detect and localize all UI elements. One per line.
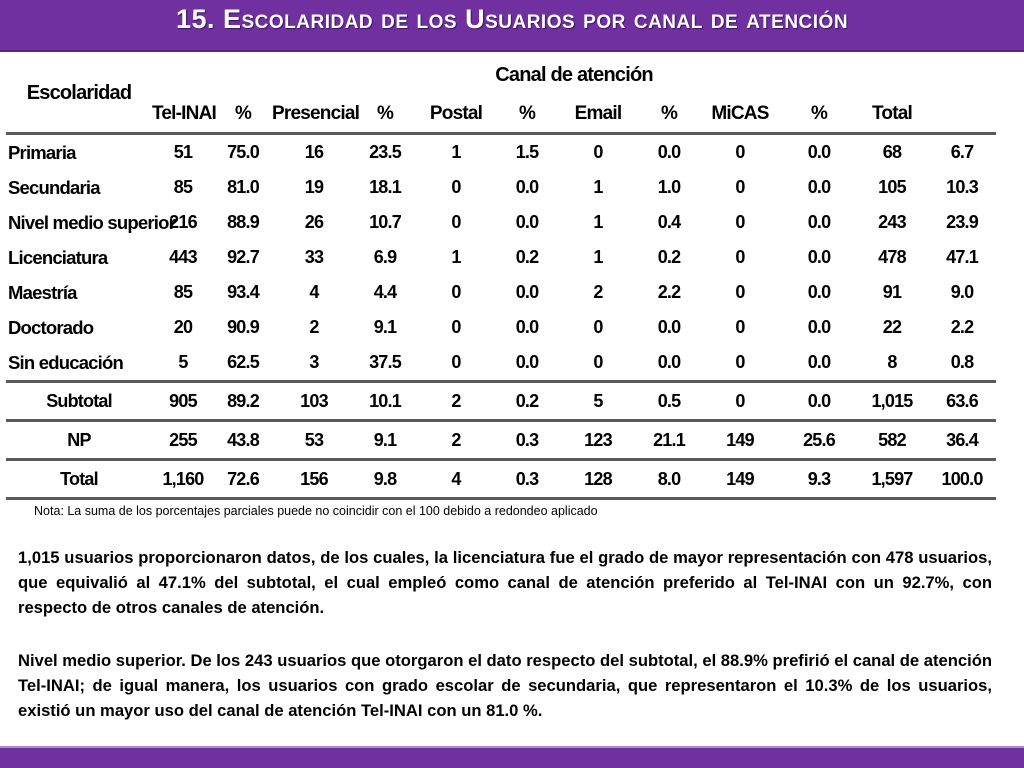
table-cell: 1.0	[657, 177, 681, 197]
table-cell: 0	[735, 212, 745, 232]
table-cell: 216	[169, 212, 197, 232]
table-cell: 62.5	[227, 352, 259, 372]
table-cell: 8	[887, 352, 897, 372]
table-cell: 0	[451, 317, 461, 337]
table-cell: 92.7	[227, 247, 259, 267]
table-cell: 0.4	[657, 212, 681, 232]
table-cell: 0	[735, 142, 745, 162]
summary-paragraph-1: 1,015 usuarios proporcionaron datos, de los cuales, la licenciatura fue el grado de mayor representación con 478 usuarios, que equivalió al 47.1% del subtotal, el cual empleó como canal de atención preferido al Tel-INAI con un 92.7%, con respecto de otros canales de atención.	[18, 548, 992, 617]
col-header: Presencial	[272, 95, 356, 134]
table-cell: 10.3	[946, 177, 978, 197]
table-cell: 0.0	[515, 317, 539, 337]
table-cell: 36.4	[928, 421, 996, 460]
table-cell: 0.0	[515, 352, 539, 372]
row-label: Secundaria	[8, 176, 100, 198]
table-cell: 10.7	[369, 212, 401, 232]
table-cell: 2	[414, 421, 498, 460]
table-cell: 0.0	[807, 282, 831, 302]
canal-header: Canal de atención	[495, 63, 653, 86]
table-cell: 18.1	[369, 177, 401, 197]
table-cell: 2	[414, 382, 498, 421]
table-cell: 0.0	[782, 382, 856, 421]
table-cell: 0.3	[498, 460, 556, 499]
table-cell: 21.1	[640, 421, 698, 460]
table-cell: 1	[451, 142, 461, 162]
table-cell: 6.7	[950, 142, 974, 162]
table-cell: 582	[856, 421, 928, 460]
table-row	[6, 240, 996, 275]
table-cell: 0	[698, 382, 782, 421]
table-cell: 105	[878, 177, 906, 197]
subtotal-row	[6, 382, 996, 421]
table-cell: 149	[698, 421, 782, 460]
page-title: 15. Escolaridad de los Usuarios por canal de atención	[175, 4, 849, 34]
table-cell: 0	[593, 142, 603, 162]
table-cell: 0	[451, 352, 461, 372]
table-cell: 0	[451, 282, 461, 302]
table-cell: 9.1	[356, 421, 414, 460]
table-cell: 103	[272, 382, 356, 421]
table-cell: 93.4	[227, 282, 259, 302]
table-cell: 51	[173, 142, 193, 162]
escolaridad-table	[6, 55, 996, 500]
table-cell: 88.9	[227, 212, 259, 232]
table-cell: 0.3	[498, 421, 556, 460]
table-cell: 243	[878, 212, 906, 232]
table-cell: 0.0	[515, 282, 539, 302]
table-cell: 23.5	[369, 142, 401, 162]
table-cell: 26	[304, 212, 324, 232]
table-cell: 0.0	[807, 142, 831, 162]
table-row	[6, 205, 996, 240]
table-cell: 9.1	[373, 317, 397, 337]
row-label: NP	[6, 421, 152, 460]
row-label: Sin educación	[8, 351, 124, 373]
col-header	[928, 95, 996, 134]
table-cell: 0.2	[515, 247, 539, 267]
table-cell: 478	[878, 247, 906, 267]
table-cell: 37.5	[369, 352, 401, 372]
table-cell: 443	[169, 247, 197, 267]
table-cell: 23.9	[946, 212, 978, 232]
table-cell: 0.2	[657, 247, 681, 267]
table-row	[6, 134, 996, 171]
table-cell: 89.2	[214, 382, 272, 421]
table-cell: 16	[304, 142, 324, 162]
table-cell: 4.4	[373, 282, 397, 302]
table-cell: 10.1	[356, 382, 414, 421]
table-cell: 1	[451, 247, 461, 267]
table-cell: 1.5	[515, 142, 539, 162]
table-cell: 5	[178, 352, 188, 372]
table-cell: 0	[451, 177, 461, 197]
data-table-container	[6, 55, 996, 500]
table-cell: 19	[304, 177, 324, 197]
table-row	[6, 310, 996, 345]
np-row	[6, 421, 996, 460]
table-cell: 2.2	[950, 317, 974, 337]
table-cell: 0.0	[807, 352, 831, 372]
row-label: Licenciatura	[8, 246, 108, 268]
table-cell: 0	[593, 317, 603, 337]
escolaridad-header: Escolaridad	[6, 55, 152, 134]
col-header: %	[356, 95, 414, 134]
table-cell: 1	[593, 247, 603, 267]
table-cell: 2	[593, 282, 603, 302]
table-cell: 4	[309, 282, 319, 302]
table-cell: 149	[698, 460, 782, 499]
table-cell: 0.2	[498, 382, 556, 421]
col-header: Postal	[414, 95, 498, 134]
row-label: Subtotal	[6, 382, 152, 421]
table-cell: 9.8	[356, 460, 414, 499]
summary-paragraph-2: Nivel medio superior. De los 243 usuarios que otorgaron el dato respecto del subtotal, el 88.9% prefirió el canal de atención Tel-INAI; de igual manera, los usuarios con grado escolar de secundaria, que representaron el 10.3% de los usuarios, existió un mayor uso del canal de atención Tel-INAI con un 81.0 %.	[18, 651, 992, 720]
col-header: MiCAS	[698, 95, 782, 134]
table-cell: 0.0	[807, 247, 831, 267]
table-cell: 1,015	[856, 382, 928, 421]
table-cell: 0	[735, 317, 745, 337]
col-header: Tel-INAI	[152, 95, 214, 134]
table-cell: 1,597	[856, 460, 928, 499]
table-row	[6, 345, 996, 382]
table-cell: 33	[304, 247, 324, 267]
table-cell: 1,160	[152, 460, 214, 499]
table-cell: 0.0	[807, 317, 831, 337]
table-cell: 5	[556, 382, 640, 421]
table-cell: 22	[882, 317, 902, 337]
row-label: Primaria	[8, 141, 76, 163]
table-cell: 4	[414, 460, 498, 499]
table-cell: 6.9	[373, 247, 397, 267]
table-cell: 75.0	[227, 142, 259, 162]
table-cell: 0	[735, 247, 745, 267]
total-row	[6, 460, 996, 499]
table-note: Nota: La suma de los porcentajes parciales puede no coincidir con el 100 debido a redondeo aplicado	[34, 504, 598, 518]
row-label: Maestría	[8, 281, 77, 303]
table-cell: 0	[593, 352, 603, 372]
table-cell: 0	[735, 282, 745, 302]
table-cell: 0	[735, 352, 745, 372]
table-cell: 72.6	[214, 460, 272, 499]
table-cell: 0.0	[657, 352, 681, 372]
table-cell: 1	[593, 177, 603, 197]
table-cell: 47.1	[946, 247, 978, 267]
table-cell: 100.0	[928, 460, 996, 499]
table-cell: 81.0	[227, 177, 259, 197]
table-cell: 123	[556, 421, 640, 460]
table-cell: 905	[152, 382, 214, 421]
table-row	[6, 170, 996, 205]
table-cell: 0.5	[640, 382, 698, 421]
table-cell: 68	[882, 142, 902, 162]
table-cell: 8.0	[640, 460, 698, 499]
table-cell: 0.0	[657, 142, 681, 162]
table-cell: 9.0	[950, 282, 974, 302]
col-header: %	[214, 95, 272, 134]
table-cell: 85	[173, 177, 193, 197]
table-row	[6, 275, 996, 310]
table-cell: 2	[309, 317, 319, 337]
table-body	[6, 134, 996, 382]
col-header: Total	[856, 95, 928, 134]
col-header: %	[640, 95, 698, 134]
table-cell: 3	[309, 352, 319, 372]
col-header: %	[782, 95, 856, 134]
table-cell: 0	[735, 177, 745, 197]
table-cell: 63.6	[928, 382, 996, 421]
col-header: Email	[556, 95, 640, 134]
table-cell: 2.2	[657, 282, 681, 302]
table-cell: 43.8	[214, 421, 272, 460]
table-cell: 91	[882, 282, 902, 302]
col-header: %	[498, 95, 556, 134]
table-cell: 53	[272, 421, 356, 460]
table-cell: 255	[152, 421, 214, 460]
table-cell: 0.0	[515, 212, 539, 232]
table-cell: 85	[173, 282, 193, 302]
table-cell: 0.0	[657, 317, 681, 337]
table-cell: 0.0	[807, 212, 831, 232]
footer-bar	[0, 748, 1024, 768]
row-label: Doctorado	[8, 316, 94, 338]
header-row-columns	[6, 95, 996, 134]
table-cell: 0.8	[950, 352, 974, 372]
table-cell: 90.9	[227, 317, 259, 337]
table-cell: 156	[272, 460, 356, 499]
header-row-group	[6, 55, 996, 95]
table-cell: 0.0	[515, 177, 539, 197]
table-cell: 128	[556, 460, 640, 499]
table-cell: 25.6	[782, 421, 856, 460]
table-cell: 0	[451, 212, 461, 232]
table-cell: 9.3	[782, 460, 856, 499]
table-cell: 1	[593, 212, 603, 232]
row-label: Total	[6, 460, 152, 499]
table-cell: 20	[173, 317, 193, 337]
row-label: Nivel medio superior	[8, 211, 175, 233]
table-cell: 0.0	[807, 177, 831, 197]
